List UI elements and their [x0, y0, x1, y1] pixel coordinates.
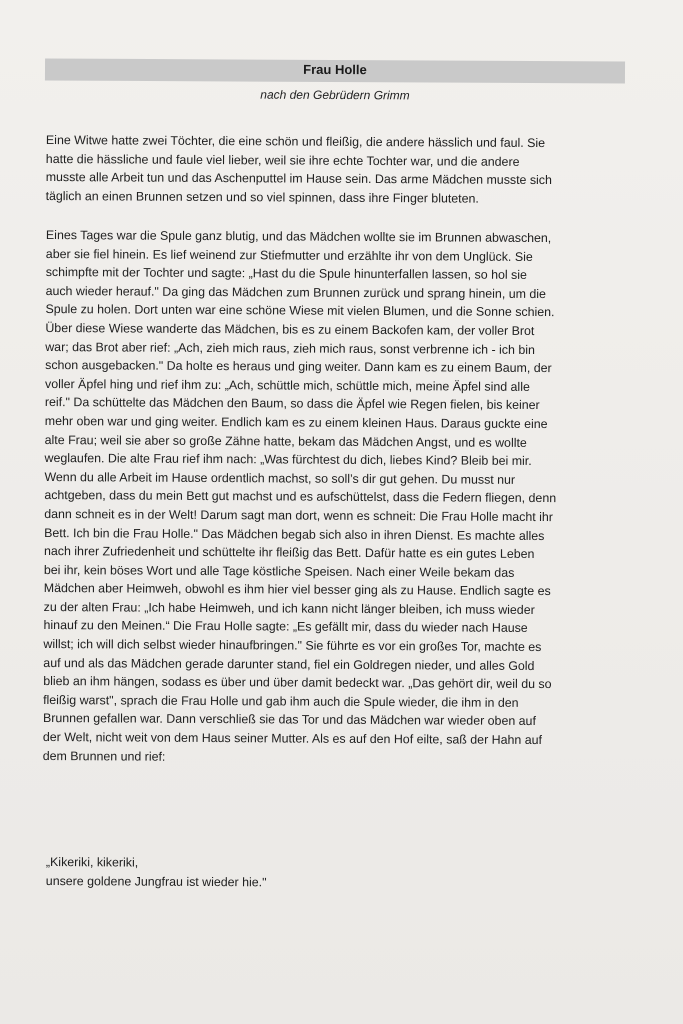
text-line: der Welt, nicht weit von dem Haus seiner Mutter. Als es auf den Hof eilte, saß der Hahn auf: [42, 730, 543, 748]
text-line: reif." Da schüttelte das Mädchen den Baum, so dass die Äpfel wie Regen fielen, bis keiner: [44, 395, 540, 413]
paragraph-1: [46, 131, 636, 209]
document-subtitle: nach den Gebrüdern Grimm: [260, 87, 410, 103]
text-line: Brunnen gefallen war. Dann verschließ sie das Tor und das Mädchen war wieder oben auf: [42, 711, 536, 729]
text-line: achtgeben, dass du mein Bett gut machst und es aufschüttelst, dass die Federn fliegen, denn: [44, 488, 557, 506]
text-line: auf und als das Mädchen gerade darunter stand, fiel ein Goldregen nieder, und alles Gold: [43, 655, 535, 673]
text-line: hatte die hässliche und faule viel lieber, weil sie ihre echte Tochter war, und die andere: [45, 151, 520, 169]
text-line: dem Brunnen und rief:: [42, 748, 166, 764]
text-line: nach ihrer Zufriedenheit und schüttelte ihr fleißig das Bett. Dafür hatte es ein gutes Leben: [43, 544, 535, 562]
text-line: aber sie fiel hinein. Es lief weinend zur Stiefmutter und erzählte ihr von dem Unglück. Sie: [45, 246, 533, 264]
text-line: Wenn du alle Arbeit im Hause ordentlich machst, so soll’s dir gut gehen. Du musst nur: [44, 469, 516, 487]
text-line: weglaufen. Die alte Frau rief ihm nach: „Was fürchtest du dich, liebes Kind? Bleib bei mir.: [44, 451, 532, 469]
text-line: hinauf zu den Meinen.“ Die Frau Holle sagte: „Es gefällt mir, dass du wieder nach Hause: [43, 618, 528, 636]
text-line: fleißig warst", sprach die Frau Holle und gab ihm auch die Spule wieder, die ihm in den: [43, 692, 519, 710]
text-line: willst; ich will dich selbst wieder hinaufbringen." Sie führte es vor ein großes Tor, machte es: [43, 637, 542, 655]
text-line: Eines Tages war die Spule ganz blutig, und das Mädchen wollte sie im Brunnen abwaschen,: [45, 227, 552, 246]
text-line: blieb an ihm hängen, sodass es über und über damit bedeckt war. „Das gehört dir, weil du so: [43, 674, 552, 692]
text-line: bei ihr, kein böses Wort und alle Tage köstliche Speisen. Nach einer Weile bekam das: [43, 562, 515, 580]
text-line: Über diese Wiese wanderte das Mädchen, bis es zu einem Backofen kam, der voller Brot: [45, 320, 535, 338]
text-line: schon ausgebacken." Da holte es heraus und ging weiter. Dann kam es zu einem Baum, der: [45, 358, 552, 376]
text-line: Spule zu holen. Dort unten war eine schöne Wiese mit vielen Blumen, und die Sonne schien.: [45, 302, 555, 320]
text-line: Eine Witwe hatte zwei Töchter, die eine schön und fleißig, die andere hässlich und faul. Sie: [45, 132, 546, 151]
document-title: Frau Holle: [303, 61, 367, 78]
text-line: voller Äpfel hing und rief ihm zu: „Ach, schüttle mich, schüttle mich, meine Äpfel sind alle: [44, 376, 530, 394]
text-line: alte Frau; weil sie aber so große Zähne hatte, bekam das Mädchen Angst, und es wollte: [44, 432, 527, 450]
text-line: Bett. Ich bin die Frau Holle." Das Mädchen begab sich also in ihren Dienst. Es machte alles: [44, 525, 545, 543]
text-line: schimpfte mit der Tochter und sagte: „Hast du die Spule hinunterfallen lassen, so hol sie: [45, 265, 527, 283]
text-line: „Kikeriki, kikeriki,: [45, 854, 139, 870]
text-line: war; das Brot aber rief: „Ach, zieh mich raus, zieh mich raus, sonst verbrenne ich - ich bin: [45, 339, 535, 357]
text-line: unsere goldene Jungfrau ist wieder hie.": [45, 873, 267, 889]
text-line: Mädchen aber Heimweh, obwohl es ihm hier viel besser ging als zu Hause. Endlich sagte es: [43, 581, 551, 599]
text-line: täglich an einen Brunnen setzen und so viel spinnen, dass ihre Finger bluteten.: [45, 188, 479, 206]
paragraph-2: [43, 226, 636, 769]
paragraph-3-verse: [46, 853, 636, 894]
text-line: dann schneit es in der Welt! Darum sagt man dort, wenn es schneit: Die Frau Holle macht ihr: [44, 506, 553, 525]
text-line: musste alle Arbeit tun und das Aschenputtel im Hause sein. Das arme Mädchen musste sich: [45, 170, 552, 188]
text-line: auch wieder herauf." Da ging das Mädchen zum Brunnen zurück und sprang hinein, um die: [45, 283, 546, 301]
text-line: mehr oben war und ging weiter. Endlich kam es zu einem kleinen Haus. Daraus guckte eine: [44, 413, 548, 432]
text-line: zu der alten Frau: „Ich habe Heimweh, und ich kann nicht länger bleiben, ich muss wieder: [43, 599, 535, 617]
